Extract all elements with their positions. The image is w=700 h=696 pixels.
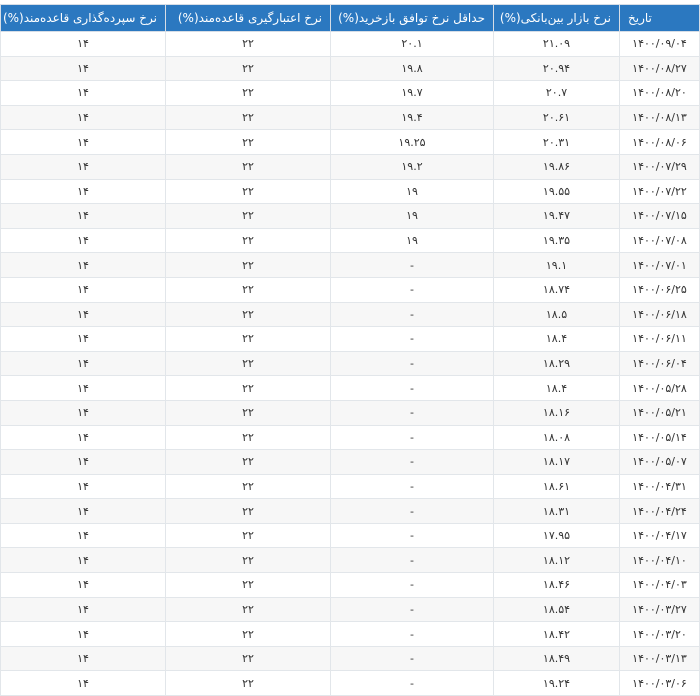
table-row	[1, 523, 700, 548]
cell-repo-min-rate: -	[331, 425, 494, 450]
cell-deposit-rate: ۱۴	[1, 154, 166, 179]
cell-date: ۱۴۰۰/۰۳/۲۷	[620, 597, 700, 622]
cell-interbank-rate: ۱۹.۲۴	[494, 671, 620, 696]
cell-interbank-rate: ۱۸.۴	[494, 376, 620, 401]
table-body	[1, 32, 700, 696]
interest-rates-table	[0, 4, 700, 696]
header-deposit-rate: نرخ سپرده‌گذاری قاعده‌مند(%)	[1, 5, 166, 32]
cell-credit-rate: ۲۲	[166, 253, 331, 278]
cell-credit-rate: ۲۲	[166, 622, 331, 647]
header-credit-rate: نرخ اعتبارگیری قاعده‌مند(%)	[166, 5, 331, 32]
cell-interbank-rate: ۱۸.۱۷	[494, 450, 620, 475]
cell-credit-rate: ۲۲	[166, 302, 331, 327]
table-header	[1, 5, 700, 32]
cell-date: ۱۴۰۰/۰۵/۲۱	[620, 400, 700, 425]
cell-deposit-rate: ۱۴	[1, 646, 166, 671]
cell-interbank-rate: ۱۸.۴۹	[494, 646, 620, 671]
cell-repo-min-rate: -	[331, 573, 494, 598]
cell-interbank-rate: ۱۹.۳۵	[494, 228, 620, 253]
cell-credit-rate: ۲۲	[166, 597, 331, 622]
cell-deposit-rate: ۱۴	[1, 523, 166, 548]
cell-deposit-rate: ۱۴	[1, 400, 166, 425]
cell-repo-min-rate: ۱۹	[331, 179, 494, 204]
cell-repo-min-rate: ۱۹	[331, 228, 494, 253]
cell-credit-rate: ۲۲	[166, 671, 331, 696]
cell-interbank-rate: ۲۰.۷	[494, 81, 620, 106]
cell-repo-min-rate: -	[331, 351, 494, 376]
cell-repo-min-rate: -	[331, 450, 494, 475]
cell-credit-rate: ۲۲	[166, 523, 331, 548]
cell-deposit-rate: ۱۴	[1, 376, 166, 401]
cell-date: ۱۴۰۰/۰۶/۰۴	[620, 351, 700, 376]
cell-deposit-rate: ۱۴	[1, 327, 166, 352]
cell-date: ۱۴۰۰/۰۷/۲۹	[620, 154, 700, 179]
cell-credit-rate: ۲۲	[166, 474, 331, 499]
cell-date: ۱۴۰۰/۰۴/۲۴	[620, 499, 700, 524]
cell-interbank-rate: ۱۷.۹۵	[494, 523, 620, 548]
table-row	[1, 154, 700, 179]
cell-date: ۱۴۰۰/۰۴/۱۰	[620, 548, 700, 573]
cell-credit-rate: ۲۲	[166, 204, 331, 229]
cell-date: ۱۴۰۰/۰۴/۳۱	[620, 474, 700, 499]
table-row	[1, 105, 700, 130]
cell-interbank-rate: ۱۸.۶۱	[494, 474, 620, 499]
cell-repo-min-rate: -	[331, 646, 494, 671]
cell-date: ۱۴۰۰/۰۷/۱۵	[620, 204, 700, 229]
cell-credit-rate: ۲۲	[166, 81, 331, 106]
cell-repo-min-rate: ۲۰.۱	[331, 32, 494, 57]
cell-date: ۱۴۰۰/۰۳/۱۳	[620, 646, 700, 671]
cell-date: ۱۴۰۰/۰۸/۲۰	[620, 81, 700, 106]
cell-repo-min-rate: -	[331, 499, 494, 524]
cell-repo-min-rate: -	[331, 523, 494, 548]
table-row	[1, 81, 700, 106]
header-interbank-rate: نرخ بازار بین‌بانکی(%)	[494, 5, 620, 32]
cell-deposit-rate: ۱۴	[1, 597, 166, 622]
cell-interbank-rate: ۱۸.۴۶	[494, 573, 620, 598]
cell-deposit-rate: ۱۴	[1, 499, 166, 524]
cell-date: ۱۴۰۰/۰۷/۲۲	[620, 179, 700, 204]
cell-interbank-rate: ۱۸.۱۲	[494, 548, 620, 573]
cell-deposit-rate: ۱۴	[1, 228, 166, 253]
cell-deposit-rate: ۱۴	[1, 130, 166, 155]
cell-repo-min-rate: -	[331, 277, 494, 302]
cell-interbank-rate: ۲۰.۶۱	[494, 105, 620, 130]
cell-deposit-rate: ۱۴	[1, 105, 166, 130]
table-row	[1, 597, 700, 622]
table-row	[1, 253, 700, 278]
cell-credit-rate: ۲۲	[166, 351, 331, 376]
cell-credit-rate: ۲۲	[166, 450, 331, 475]
table-row	[1, 573, 700, 598]
cell-interbank-rate: ۲۰.۹۴	[494, 56, 620, 81]
cell-credit-rate: ۲۲	[166, 573, 331, 598]
cell-deposit-rate: ۱۴	[1, 351, 166, 376]
cell-repo-min-rate: -	[331, 376, 494, 401]
header-repo-min-rate: حداقل نرخ توافق بازخرید(%)	[331, 5, 494, 32]
cell-interbank-rate: ۲۱.۰۹	[494, 32, 620, 57]
table-row	[1, 228, 700, 253]
table-row	[1, 622, 700, 647]
cell-date: ۱۴۰۰/۰۸/۲۷	[620, 56, 700, 81]
cell-repo-min-rate: -	[331, 400, 494, 425]
cell-date: ۱۴۰۰/۰۳/۲۰	[620, 622, 700, 647]
cell-deposit-rate: ۱۴	[1, 474, 166, 499]
table-row	[1, 327, 700, 352]
cell-interbank-rate: ۱۸.۵۴	[494, 597, 620, 622]
cell-interbank-rate: ۱۹.۱	[494, 253, 620, 278]
cell-repo-min-rate: -	[331, 671, 494, 696]
table-row	[1, 302, 700, 327]
cell-credit-rate: ۲۲	[166, 376, 331, 401]
cell-repo-min-rate: -	[331, 327, 494, 352]
cell-deposit-rate: ۱۴	[1, 622, 166, 647]
cell-interbank-rate: ۱۸.۲۹	[494, 351, 620, 376]
cell-interbank-rate: ۱۹.۸۶	[494, 154, 620, 179]
cell-repo-min-rate: -	[331, 253, 494, 278]
table-row	[1, 400, 700, 425]
cell-credit-rate: ۲۲	[166, 32, 331, 57]
cell-interbank-rate: ۱۸.۳۱	[494, 499, 620, 524]
cell-repo-min-rate: ۱۹.۲۵	[331, 130, 494, 155]
cell-date: ۱۴۰۰/۰۸/۰۶	[620, 130, 700, 155]
cell-credit-rate: ۲۲	[166, 179, 331, 204]
cell-credit-rate: ۲۲	[166, 105, 331, 130]
cell-deposit-rate: ۱۴	[1, 179, 166, 204]
table-row	[1, 425, 700, 450]
cell-deposit-rate: ۱۴	[1, 56, 166, 81]
cell-interbank-rate: ۱۸.۱۶	[494, 400, 620, 425]
table-row	[1, 32, 700, 57]
cell-repo-min-rate: ۱۹.۲	[331, 154, 494, 179]
header-row	[1, 5, 700, 32]
cell-interbank-rate: ۱۹.۵۵	[494, 179, 620, 204]
table-row	[1, 56, 700, 81]
cell-credit-rate: ۲۲	[166, 425, 331, 450]
cell-repo-min-rate: -	[331, 597, 494, 622]
cell-deposit-rate: ۱۴	[1, 277, 166, 302]
table-row	[1, 277, 700, 302]
cell-date: ۱۴۰۰/۰۴/۱۷	[620, 523, 700, 548]
cell-deposit-rate: ۱۴	[1, 253, 166, 278]
cell-deposit-rate: ۱۴	[1, 204, 166, 229]
cell-repo-min-rate: ۱۹	[331, 204, 494, 229]
cell-interbank-rate: ۱۸.۰۸	[494, 425, 620, 450]
cell-repo-min-rate: ۱۹.۸	[331, 56, 494, 81]
table-row	[1, 474, 700, 499]
table-row	[1, 450, 700, 475]
cell-repo-min-rate: -	[331, 302, 494, 327]
cell-interbank-rate: ۱۸.۷۴	[494, 277, 620, 302]
cell-deposit-rate: ۱۴	[1, 425, 166, 450]
cell-date: ۱۴۰۰/۰۷/۰۱	[620, 253, 700, 278]
cell-credit-rate: ۲۲	[166, 646, 331, 671]
cell-credit-rate: ۲۲	[166, 154, 331, 179]
cell-interbank-rate: ۱۸.۵	[494, 302, 620, 327]
table-row	[1, 548, 700, 573]
table-row	[1, 204, 700, 229]
table-row	[1, 671, 700, 696]
cell-date: ۱۴۰۰/۰۵/۰۷	[620, 450, 700, 475]
cell-date: ۱۴۰۰/۰۵/۱۴	[620, 425, 700, 450]
cell-date: ۱۴۰۰/۰۸/۱۳	[620, 105, 700, 130]
cell-credit-rate: ۲۲	[166, 400, 331, 425]
table-row	[1, 179, 700, 204]
cell-date: ۱۴۰۰/۰۵/۲۸	[620, 376, 700, 401]
cell-repo-min-rate: ۱۹.۷	[331, 81, 494, 106]
cell-deposit-rate: ۱۴	[1, 32, 166, 57]
cell-credit-rate: ۲۲	[166, 56, 331, 81]
cell-credit-rate: ۲۲	[166, 499, 331, 524]
cell-interbank-rate: ۲۰.۳۱	[494, 130, 620, 155]
cell-credit-rate: ۲۲	[166, 277, 331, 302]
table-row	[1, 499, 700, 524]
table-row	[1, 376, 700, 401]
cell-credit-rate: ۲۲	[166, 130, 331, 155]
cell-date: ۱۴۰۰/۰۶/۱۱	[620, 327, 700, 352]
cell-credit-rate: ۲۲	[166, 228, 331, 253]
cell-interbank-rate: ۱۹.۴۷	[494, 204, 620, 229]
cell-deposit-rate: ۱۴	[1, 302, 166, 327]
cell-repo-min-rate: -	[331, 474, 494, 499]
cell-deposit-rate: ۱۴	[1, 573, 166, 598]
cell-date: ۱۴۰۰/۰۴/۰۳	[620, 573, 700, 598]
cell-date: ۱۴۰۰/۰۶/۱۸	[620, 302, 700, 327]
cell-interbank-rate: ۱۸.۴	[494, 327, 620, 352]
cell-deposit-rate: ۱۴	[1, 81, 166, 106]
table-row	[1, 130, 700, 155]
table-row	[1, 351, 700, 376]
cell-deposit-rate: ۱۴	[1, 450, 166, 475]
header-date: تاریخ	[620, 5, 700, 32]
cell-date: ۱۴۰۰/۰۷/۰۸	[620, 228, 700, 253]
cell-date: ۱۴۰۰/۰۹/۰۴	[620, 32, 700, 57]
cell-credit-rate: ۲۲	[166, 327, 331, 352]
table-row	[1, 646, 700, 671]
cell-credit-rate: ۲۲	[166, 548, 331, 573]
cell-date: ۱۴۰۰/۰۶/۲۵	[620, 277, 700, 302]
cell-deposit-rate: ۱۴	[1, 671, 166, 696]
cell-repo-min-rate: ۱۹.۴	[331, 105, 494, 130]
cell-deposit-rate: ۱۴	[1, 548, 166, 573]
cell-repo-min-rate: -	[331, 622, 494, 647]
cell-repo-min-rate: -	[331, 548, 494, 573]
cell-date: ۱۴۰۰/۰۳/۰۶	[620, 671, 700, 696]
cell-interbank-rate: ۱۸.۴۲	[494, 622, 620, 647]
